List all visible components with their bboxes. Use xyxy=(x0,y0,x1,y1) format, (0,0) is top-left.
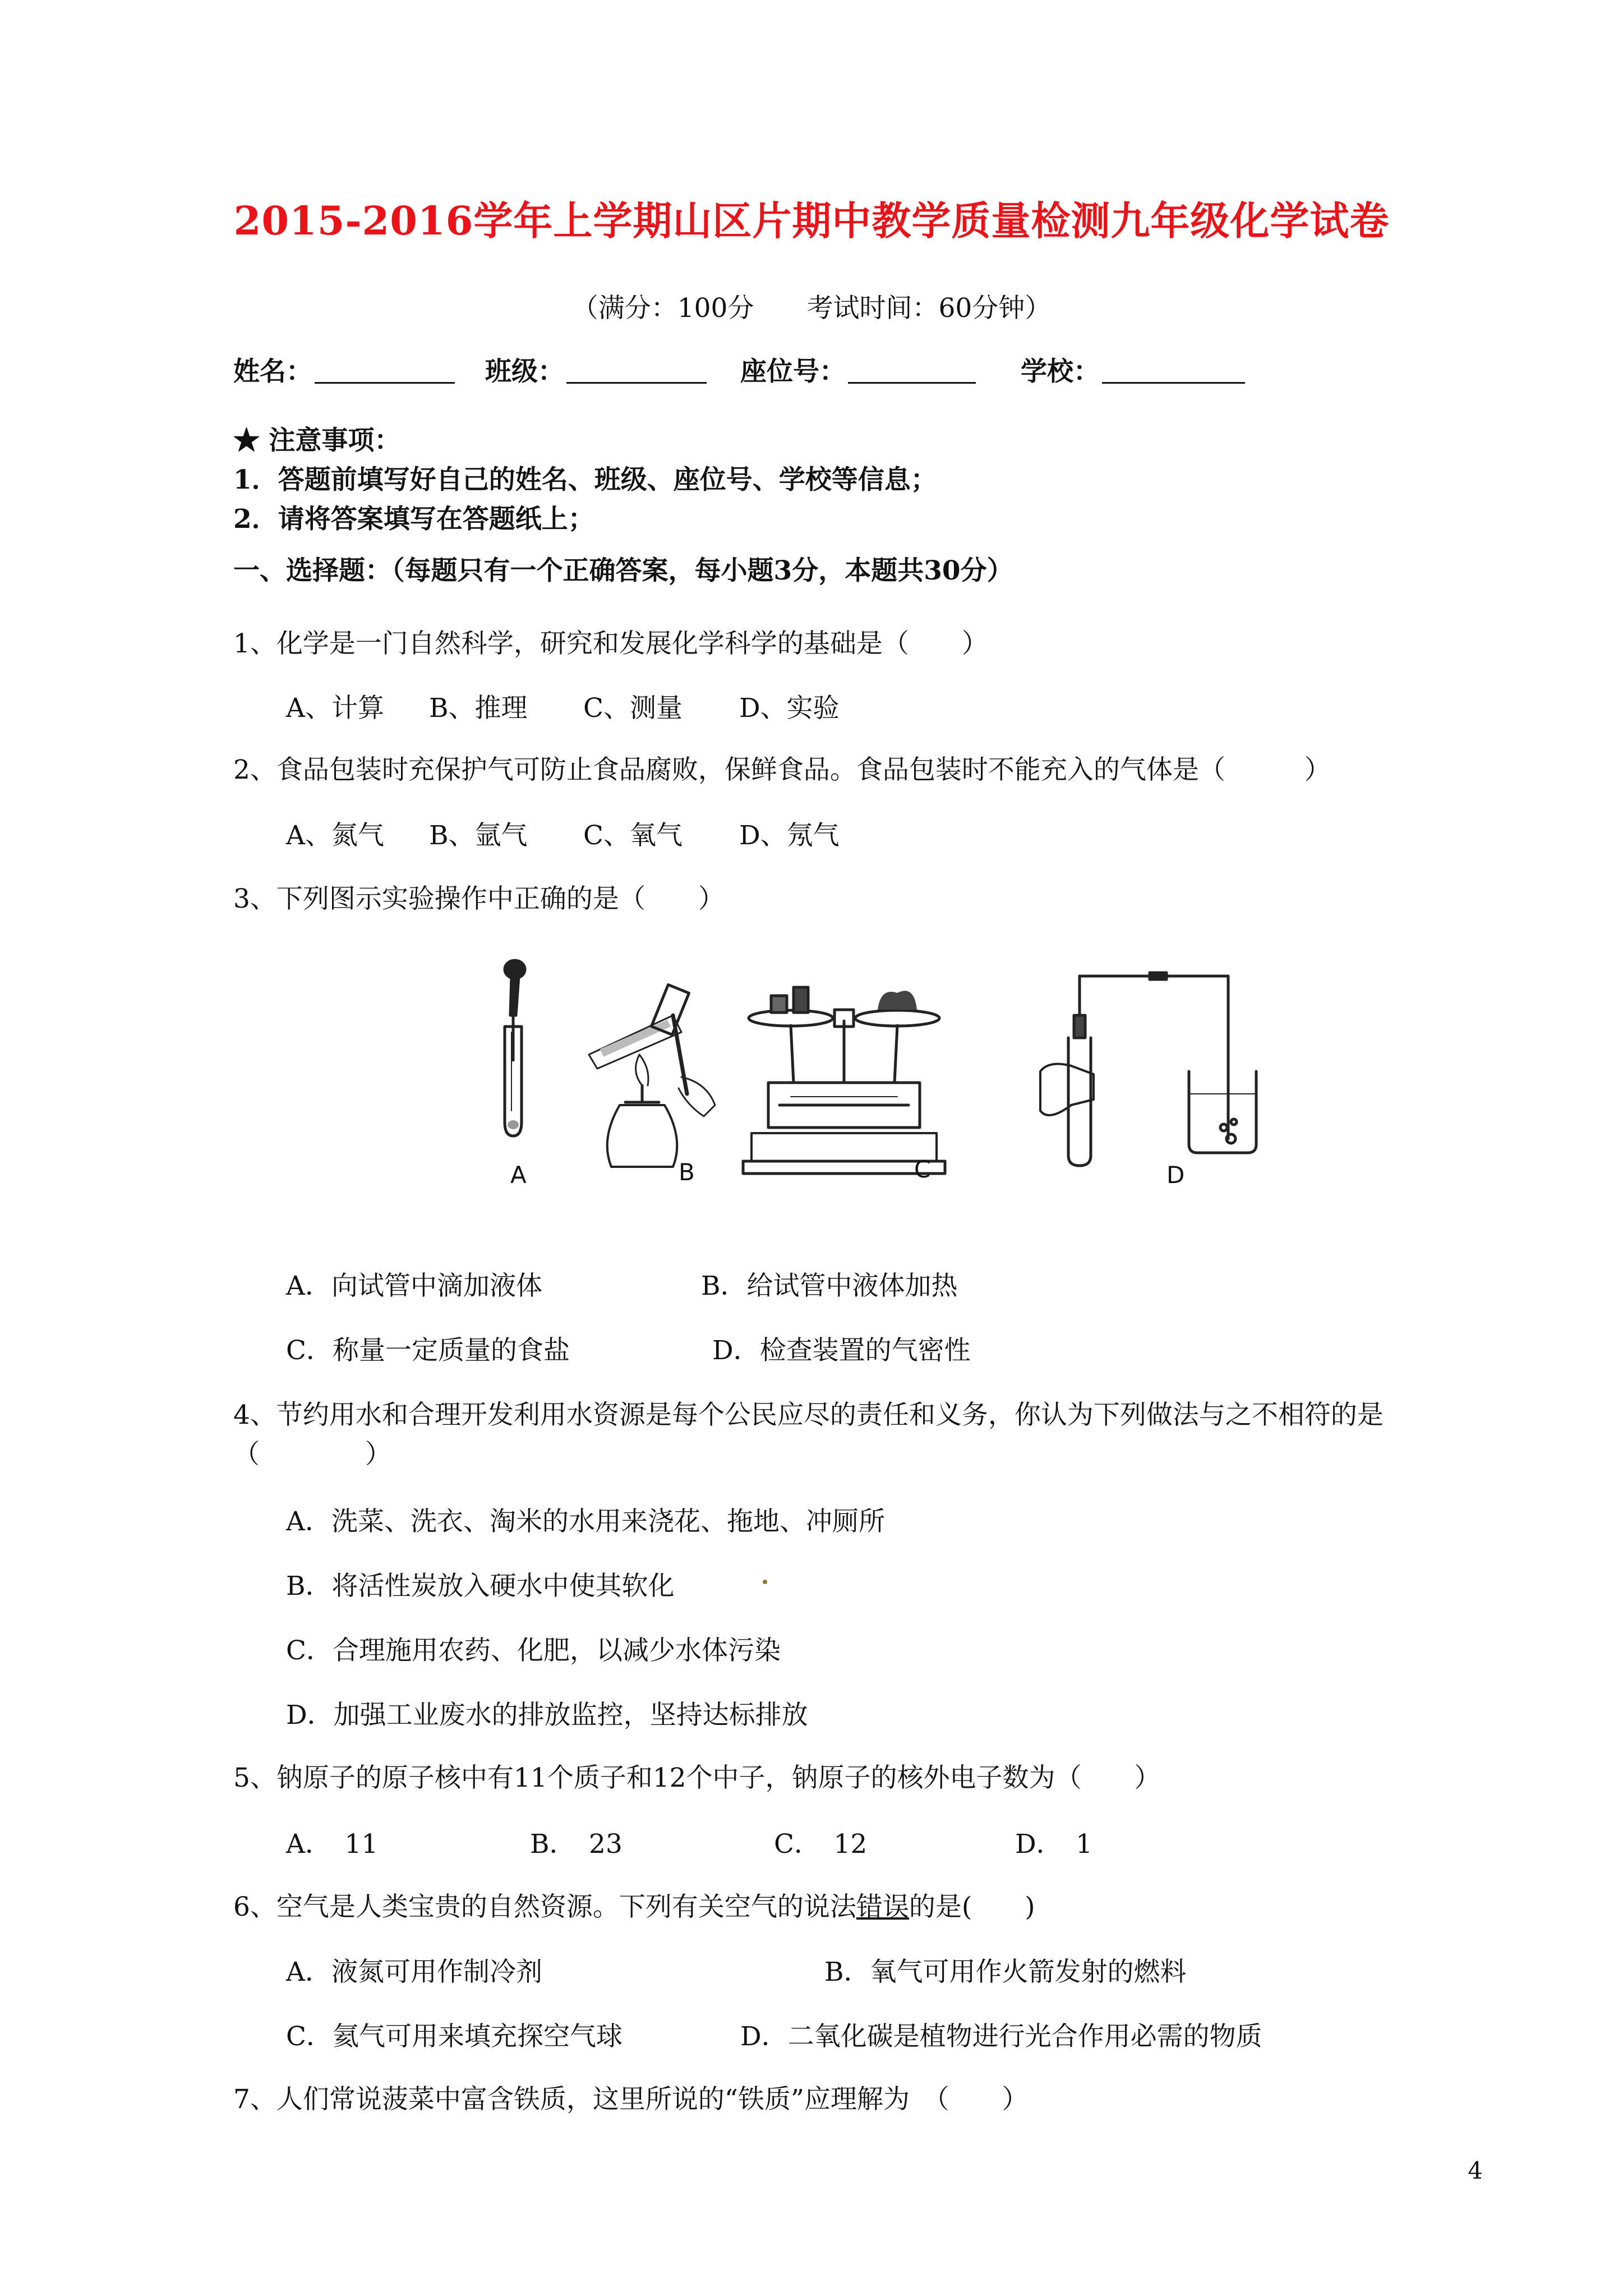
question-stem: 6、空气是人类宝贵的自然资源。下列有关空气的说法错误的是( ) xyxy=(233,1892,1035,1922)
info-school: 学校： xyxy=(1021,351,1245,388)
option: D．加强工业废水的排放监控，坚持达标排放 xyxy=(286,1700,808,1731)
option: A．液氮可用作制冷剂 xyxy=(286,1957,542,1987)
question-stem: 1、化学是一门自然科学，研究和发展化学科学的基础是（ ） xyxy=(233,628,988,659)
option: D．检查装置的气密性 xyxy=(712,1335,971,1366)
option: B、推理 xyxy=(429,693,528,724)
info-seat: 座位号： xyxy=(740,351,976,388)
option: A． 11 xyxy=(286,1829,379,1860)
question-stem: 2、食品包装时充保护气可防止食品腐败，保鲜食品。食品包装时不能充入的气体是（ ） xyxy=(233,754,1331,785)
option: D． 1 xyxy=(1015,1829,1093,1860)
option: C．称量一定质量的食盐 xyxy=(286,1335,570,1366)
option: A、计算 xyxy=(286,693,384,724)
option: B、氩气 xyxy=(429,820,528,851)
question-stem: 3、下列图示实验操作中正确的是（ ） xyxy=(233,884,725,914)
airtightness-drawing xyxy=(1040,973,1256,1166)
info-class: 班级： xyxy=(485,351,707,388)
option: C． 12 xyxy=(774,1829,868,1860)
dropper-into-tube-drawing xyxy=(505,960,525,1136)
option: D．二氧化碳是植物进行光合作用必需的物质 xyxy=(740,2021,1262,2052)
school-blank[interactable] xyxy=(1102,357,1245,384)
page-number: 4 xyxy=(1468,2157,1483,2184)
lab-operations-figure xyxy=(488,954,1273,1217)
option: C．合理施用农药、化肥，以减少水体污染 xyxy=(286,1635,781,1666)
exam-title: 2015-2016学年上学期山区片期中教学质量检测九年级化学试卷 xyxy=(233,197,1390,244)
stray-mark xyxy=(763,1580,767,1584)
figure-label-d: D xyxy=(1166,1161,1185,1189)
heating-tube-drawing xyxy=(589,984,715,1167)
question-stem-cont: （ ） xyxy=(233,1439,391,1470)
option: C．氦气可用来填充探空气球 xyxy=(286,2021,623,2052)
info-name: 姓名： xyxy=(233,351,455,388)
option: C、测量 xyxy=(583,693,683,724)
option: B． 23 xyxy=(530,1829,623,1860)
option: B．氧气可用作火箭发射的燃料 xyxy=(824,1957,1187,1987)
option: A、氮气 xyxy=(286,820,384,851)
question-stem: 5、钠原子的原子核中有11个质子和12个中子，钠原子的核外电子数为（ ） xyxy=(233,1763,1161,1793)
name-blank[interactable] xyxy=(315,357,455,384)
emphasis-text: 错误 xyxy=(856,1892,909,1922)
seat-blank[interactable] xyxy=(848,357,976,384)
figure-label-b: B xyxy=(679,1158,695,1186)
class-blank[interactable] xyxy=(566,357,707,384)
figure-label-c: C xyxy=(914,1156,931,1183)
balance-drawing xyxy=(743,987,945,1174)
option: D、氖气 xyxy=(739,820,840,851)
option: D、实验 xyxy=(739,693,840,724)
exam-subtitle: （满分：100分 考试时间：60分钟） xyxy=(571,293,1052,324)
note-item: 2．请将答案填写在答题纸上； xyxy=(233,504,594,535)
option: B．将活性炭放入硬水中使其软化 xyxy=(286,1571,675,1602)
section-heading: 一、选择题：（每题只有一个正确答案，每小题3分，本题共30分） xyxy=(233,555,1013,586)
option: A．向试管中滴加液体 xyxy=(286,1271,542,1301)
option: C、氧气 xyxy=(583,820,683,851)
option: B．给试管中液体加热 xyxy=(701,1271,958,1301)
figure-label-a: A xyxy=(510,1161,527,1189)
question-stem: 7、人们常说菠菜中富含铁质，这里所说的“铁质”应理解为 （ ） xyxy=(233,2084,1029,2115)
notes-header: ★ 注意事项： xyxy=(233,425,401,456)
note-item: 1．答题前填写好自己的姓名、班级、座位号、学校等信息； xyxy=(233,464,937,495)
question-stem: 4、节约用水和合理开发利用水资源是每个公民应尽的责任和义务，你认为下列做法与之不相符的是 xyxy=(233,1400,1384,1430)
option: A．洗菜、洗衣、淘米的水用来浇花、拖地、冲厕所 xyxy=(286,1506,885,1537)
